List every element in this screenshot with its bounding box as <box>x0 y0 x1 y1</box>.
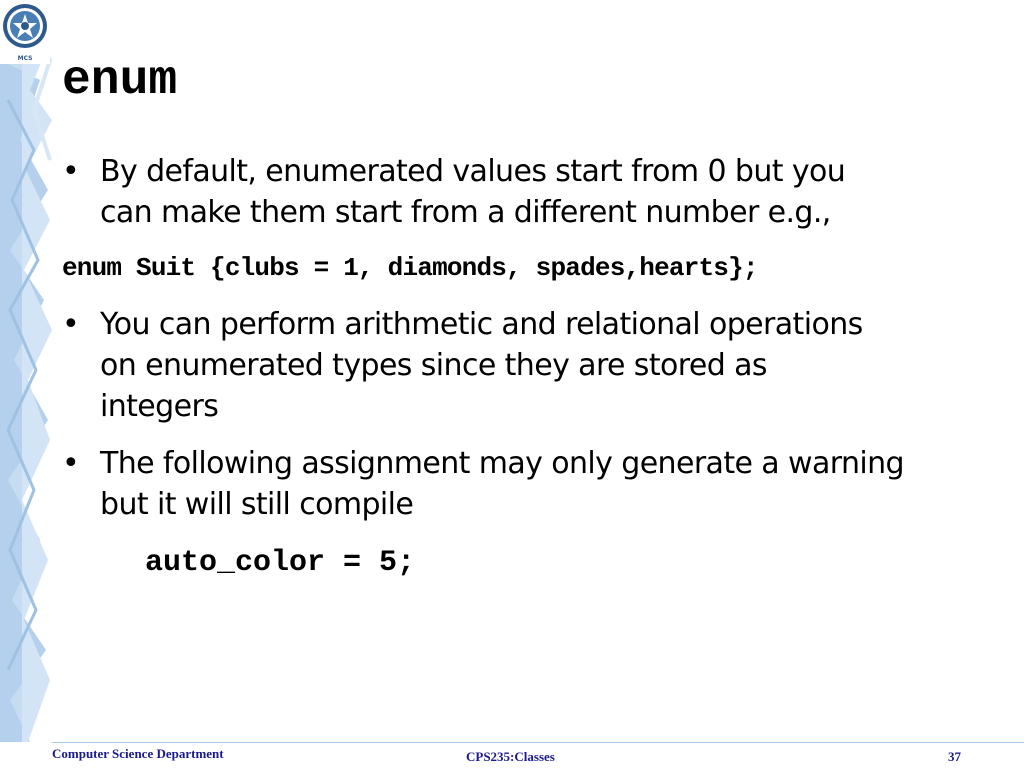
bullet-item-arithmetic <box>62 304 972 427</box>
bullet-text <box>100 443 972 525</box>
bullet-item-assignment-warning <box>62 443 972 525</box>
slide-title: enum <box>62 54 178 108</box>
bullet-text <box>100 304 972 427</box>
bullet-text <box>100 151 972 233</box>
footer-course: CPS235:Classes <box>466 749 555 764</box>
bullet-marker: • <box>62 154 80 189</box>
university-seal-logo <box>0 0 50 64</box>
footer-divider <box>52 742 1024 743</box>
bullet-line: but it will still compile <box>100 487 414 522</box>
decorative-side-band <box>0 0 54 742</box>
bullet-item-default-values <box>62 151 972 233</box>
bullet-line: By default, enumerated values start from 0 but you <box>100 154 846 189</box>
bullet-line: integers <box>100 389 219 424</box>
footer-department: Computer Science Department <box>52 746 224 761</box>
footer-page-number: 37 <box>948 749 961 764</box>
code-auto-color-assignment: auto_color = 5; <box>145 546 416 580</box>
bullet-line: You can perform arithmetic and relational operations <box>100 307 863 342</box>
bullet-line: on enumerated types since they are stored as <box>100 348 767 383</box>
bullet-line: can make them start from a different number e.g., <box>100 195 831 230</box>
bullet-marker: • <box>62 307 80 342</box>
bullet-marker: • <box>62 446 80 481</box>
logo-caption: MCS <box>17 55 33 62</box>
bullet-line: The following assignment may only generate a warning <box>100 446 904 481</box>
side-band-graphic <box>0 0 54 742</box>
code-enum-suit: enum Suit {clubs = 1, diamonds, spades,hearts}; <box>62 253 758 283</box>
seal-icon <box>0 0 50 64</box>
